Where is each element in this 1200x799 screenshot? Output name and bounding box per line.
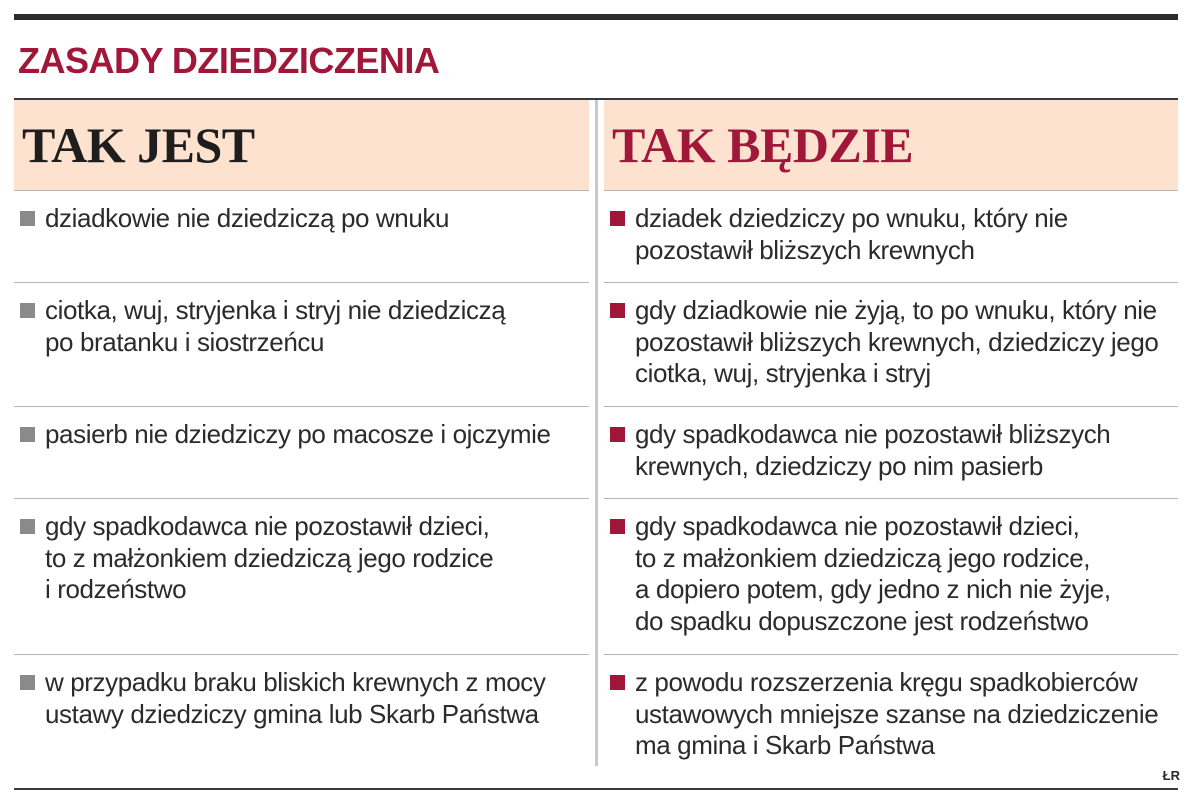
- item-text: gdy spadkodawca nie pozostawił dzieci, to z małżonkiem dziedziczą jego rodzice, a dopiero potem, gdy jedno z nich nie żyje, do spadku dopuszczone jest rodzeństwo: [635, 511, 1111, 636]
- table-row: [14, 498, 589, 654]
- item-text: gdy spadkodawca nie pozostawił bliższych krewnych, dziedziczy po nim pasierb: [635, 419, 1111, 481]
- table-row: [604, 282, 1178, 406]
- square-bullet-icon: [610, 211, 625, 226]
- table-row: [14, 190, 589, 282]
- list-item: [604, 667, 1178, 762]
- table-row: [14, 654, 589, 766]
- table-row: [604, 498, 1178, 654]
- table-row: [604, 406, 1178, 498]
- list-item: [14, 511, 589, 606]
- square-bullet-icon: [610, 675, 625, 690]
- infographic-title: ZASADY DZIEDZICZENIA: [18, 40, 440, 81]
- column-current-rules: [14, 100, 589, 729]
- list-item: [14, 203, 589, 235]
- list-item: [604, 419, 1178, 482]
- square-bullet-icon: [610, 303, 625, 318]
- table-row: [14, 406, 589, 498]
- item-text: dziadek dziedziczy po wnuku, który nie pozostawił bliższych krewnych: [635, 203, 1068, 265]
- list-item: [14, 667, 589, 730]
- item-text: ciotka, wuj, stryjenka i stryj nie dziedziczą po bratanku i siostrzeńcu: [45, 295, 506, 357]
- square-bullet-icon: [20, 675, 35, 690]
- table-row: [604, 654, 1178, 766]
- column-heading-current: TAK JEST: [14, 100, 589, 190]
- item-text: gdy spadkodawca nie pozostawił dzieci, to z małżonkiem dziedziczą jego rodzice i rodzeństwo: [45, 511, 494, 604]
- bottom-rule: [14, 788, 1178, 790]
- list-item: [604, 295, 1178, 390]
- column-divider: [595, 100, 598, 766]
- square-bullet-icon: [20, 427, 35, 442]
- table-row: [604, 190, 1178, 282]
- square-bullet-icon: [20, 303, 35, 318]
- item-text: pasierb nie dziedziczy po macosze i ojczymie: [45, 419, 551, 449]
- table-row: [14, 282, 589, 406]
- list-item: [14, 295, 589, 358]
- item-text: w przypadku braku bliskich krewnych z mocy ustawy dziedziczy gmina lub Skarb Państwa: [45, 667, 546, 729]
- square-bullet-icon: [20, 519, 35, 534]
- column-future-rules: [604, 100, 1178, 760]
- square-bullet-icon: [20, 211, 35, 226]
- square-bullet-icon: [610, 519, 625, 534]
- list-item: [604, 203, 1178, 266]
- list-item: [14, 419, 589, 451]
- list-item: [604, 511, 1178, 637]
- item-text: gdy dziadkowie nie żyją, to po wnuku, który nie pozostawił bliższych krewnych, dziedziczy jego ciotka, wuj, stryjenka i stryj: [635, 295, 1159, 388]
- column-heading-future: TAK BĘDZIE: [604, 100, 1178, 190]
- source-credit: ŁR: [1162, 768, 1180, 783]
- top-rule: [14, 14, 1178, 20]
- item-text: dziadkowie nie dziedziczą po wnuku: [45, 203, 450, 233]
- item-text: z powodu rozszerzenia kręgu spadkobierców ustawowych mniejsze szanse na dziedziczenie ma gmina i Skarb Państwa: [635, 667, 1159, 760]
- square-bullet-icon: [610, 427, 625, 442]
